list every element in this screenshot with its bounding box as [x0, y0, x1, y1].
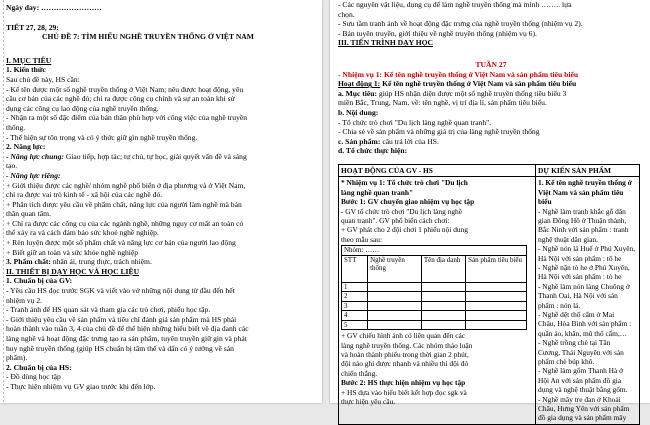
- specific-competence-text: [6, 181, 316, 258]
- task-line: - Nhiệm vụ 1: Kể tên nghề truyền thống ở Việt Nam và sản phẩm tiêu biểu: [338, 69, 579, 79]
- week-title: TUẦN 27: [475, 59, 507, 69]
- text-line: cầu cơ bản của các nghề đó; chỉ ra được công cụ chính và sự an toàn khi sử: [6, 94, 235, 104]
- text-line: - Tranh ảnh để HS quan sát và tham gia các trò chơi, phiếu học tập.: [6, 305, 211, 315]
- subsection-competence: 2. Năng lực:: [6, 142, 46, 152]
- text-line: phẩm : nón lá.: [538, 300, 581, 310]
- content-text: [338, 118, 644, 137]
- student-prep-text: [6, 372, 316, 391]
- organization-label: d. Tổ chức thực hiện:: [338, 146, 408, 156]
- goal-line: a. Mục tiêu: giúp HS nhận diện được một số nghề truyền thống tiêu biểu 3: [338, 88, 567, 98]
- text-line: chiến thắng.: [341, 368, 378, 378]
- worksheet-empty-cell: [421, 311, 465, 321]
- worksheet-empty-cell: [466, 320, 527, 330]
- text-line: huy nghề truyền thống (giúp HS chuẩn bị tâm thế và dấn có ý tưởng về sản: [6, 343, 234, 353]
- text-line: + GV phát cho 2 đội chơi 1 phiếu nội dung: [341, 225, 468, 235]
- text-line: - GV tổ chức trò chơi "Du lịch làng nghề: [341, 206, 463, 216]
- text-line: 1. Kể tên nghề truyền thống ở: [538, 178, 632, 188]
- section-process: III. TIẾN TRÌNH DẠY HỌC: [338, 38, 434, 48]
- materials-text: [338, 0, 644, 38]
- text-line: Thanh Oai, Hà Nội với sản: [538, 291, 618, 301]
- worksheet-empty-cell: [466, 292, 527, 302]
- worksheet-row: [342, 292, 527, 302]
- general-competence-wrap: tạo.: [6, 161, 18, 171]
- worksheet-header-cell: Nghề truyền thống: [368, 255, 422, 282]
- worksheet-header-cell: STT: [342, 255, 368, 282]
- text-line: - Chia sẻ về sản phẩm và những giá trị của làng nghề truyền thống: [338, 127, 540, 137]
- activity-line: Hoạt động 1: Kể tên nghề truyền thống ở Việt Nam và sản phẩm tiêu biểu: [338, 79, 577, 89]
- table-header-right: DỰ KIẾN SẢN PHẨM: [536, 164, 640, 176]
- text-line: - Các nguyên vật liệu, dụng cụ để làm nghề truyền thống mà mình …….. lựa: [338, 0, 572, 9]
- text-line: Châu, Hòa Bình với sản phẩm :: [538, 319, 632, 329]
- worksheet-team: Nhóm: ……: [342, 246, 527, 256]
- worksheet-empty-cell: [368, 301, 422, 311]
- text-line: - Đồ dùng học tập: [6, 372, 61, 382]
- qualities: 3. Phẩm chất: nhân ái, trung thực, trách nhiệm.: [6, 257, 152, 267]
- text-line: - Nghề mây tre đan ở Khoái: [538, 394, 621, 404]
- text-line: + HS dựa vào hiểu biết kết hợp đọc sgk và: [341, 387, 467, 397]
- text-line: theo mẫu sau:: [341, 234, 383, 244]
- text-line: Hà Nội với sản phẩm : tô he: [538, 253, 622, 263]
- text-line: - Nghề làm gốm Thanh Hà ở: [538, 366, 624, 376]
- text-line: nghệ thuật dân gian.: [538, 234, 598, 244]
- worksheet-row: [342, 282, 527, 292]
- worksheet-empty-cell: [421, 292, 465, 302]
- worksheet-empty-cell: [368, 282, 422, 292]
- text-line: Bắc Ninh với sản phẩm : tranh: [538, 225, 629, 235]
- text-line: - Nghề trồng chè tại Tân: [538, 338, 611, 348]
- text-line: + GV chiếu hình ảnh có liên quan đến các: [341, 331, 466, 341]
- subsection-knowledge: 1. Kiến thức: [6, 65, 46, 75]
- text-line: - Nghề làm nón làng Chuông ở: [538, 281, 630, 291]
- text-line: Hà Nội với sản phẩm : tò he: [538, 272, 622, 282]
- text-line: quần áo, khăn, mũ thổ cẩm,…: [538, 328, 628, 338]
- text-line: - Nghề dệt thổ cẩm ở Mai: [538, 310, 615, 319]
- task-instructions: [341, 331, 533, 406]
- text-line: - Sưu tầm tranh ảnh về hoạt động đặc trưng của nghề truyền thống (nhiệm vụ 2).: [338, 19, 583, 29]
- worksheet-empty-cell: [421, 320, 465, 330]
- expected-product-text: [538, 178, 637, 423]
- date-line: Ngày day: ……………………: [6, 3, 102, 12]
- worksheet-header-cell: Sản phẩm tiêu biểu: [466, 255, 527, 282]
- text-line: đội nào ghi được nhanh và nhiều thì đội đó: [341, 359, 469, 369]
- text-line: và hoàn thành phiếu trong thời gian 2 phút,: [341, 349, 469, 359]
- worksheet-row-number: 2: [342, 292, 368, 302]
- task-description: [341, 178, 533, 244]
- topic-title: CHỦ ĐỀ 7: TÌM HIỂU NGHỀ TRUYỀN THỐNG Ở VIỆT NAM: [42, 32, 254, 42]
- text-line: Bước 1: GV chuyển giao nhiệm vụ học tập: [341, 197, 475, 207]
- worksheet-empty-cell: [466, 311, 527, 321]
- text-line: phẩm).: [6, 353, 28, 363]
- text-line: nhiệm vụ 2.: [6, 295, 43, 305]
- worksheet-empty-cell: [466, 282, 527, 292]
- text-line: hoàn thành vào tuần 3, 4 của chủ đề để thể hiện những hiểu biết về địa danh các: [6, 324, 249, 334]
- worksheet-body: [342, 282, 527, 330]
- text-line: + Phân tích được yêu cầu về phẩm chất, năng lực của người làm nghề mà bản: [6, 199, 242, 209]
- document-page-left: [0, 0, 322, 403]
- text-line: đồ gia dụng và sản phẩm mây: [538, 413, 627, 423]
- product-line: c. Sản phẩm: câu trả lời của HS.: [338, 136, 439, 146]
- text-line: quan tranh". GV phổ biến cách chơi:: [341, 215, 450, 225]
- teacher-prep-text: [6, 286, 316, 363]
- text-line: - Giới thiệu yêu cầu về sản phẩm và tiêu chí đánh giá sản phẩm mà HS phải: [6, 314, 237, 324]
- table-header-left: HOẠT ĐỘNG CỦA GV - HS: [339, 164, 536, 176]
- content-label: b. Nội dung:: [338, 107, 379, 117]
- worksheet-row-number: 4: [342, 311, 368, 321]
- text-line: dụng các công cụ lao động của nghề truyền thống.: [6, 103, 159, 113]
- worksheet-row: [342, 320, 527, 330]
- text-line: - Nghề nặn tò he ở Phú Xuyên,: [538, 262, 630, 272]
- text-line: - Bản tuyên truyền, giới thiệu về nghề truyền thống (nhiệm vụ 6).: [338, 28, 537, 38]
- section-objectives: I. MỤC TIÊU: [6, 55, 52, 65]
- text-line: làng nghề quan tranh": [341, 187, 414, 197]
- text-line: thực hiện yêu cầu.: [341, 397, 396, 406]
- teacher-student-column: [339, 177, 536, 425]
- text-line: dụng và nghệ thuật bằng gốm.: [538, 385, 628, 395]
- worksheet-row-number: 1: [342, 282, 368, 292]
- worksheet-empty-cell: [421, 282, 465, 292]
- text-line: làng nghề truyền thống. Các nhóm thảo luận: [341, 340, 473, 350]
- text-line: - Kể tên được một số nghề truyền thống ở Việt Nam; nêu được hoạt động, yêu: [6, 84, 244, 94]
- text-line: + Chỉ ra được các công cụ của các ngành nghề, những nguy cơ mất an toàn có: [6, 218, 244, 228]
- activity-table: [338, 164, 640, 425]
- specific-competence-label: - Năng lực riêng:: [6, 170, 61, 180]
- worksheet-empty-cell: [421, 301, 465, 311]
- worksheet-empty-cell: [368, 311, 422, 321]
- worksheet-row-number: 3: [342, 301, 368, 311]
- text-line: biểu: [538, 197, 552, 207]
- worksheet-row-number: 5: [342, 320, 368, 330]
- worksheet-empty-cell: [368, 292, 422, 302]
- worksheet-empty-cell: [466, 301, 527, 311]
- text-line: thân quan tâm.: [6, 209, 51, 219]
- text-line: + Biết giữ an toàn và sức khỏe nghề nghiệp: [6, 247, 139, 257]
- text-line: - Nghề nón lá Huế ở Phú Xuyên,: [538, 244, 636, 254]
- worksheet-row: [342, 311, 527, 321]
- goal-wrap: miền Bắc, Trung, Nam, về: tên nghề, vị trí địa lí, sản phẩm tiêu biểu.: [338, 98, 547, 108]
- text-line: - Tổ chức trò chơi "Du lịch làng nghề quan tranh".: [338, 117, 492, 127]
- subsection-student-prep: 2. Chuẩn bị của HS:: [6, 362, 72, 372]
- text-line: Bước 2: HS thực hiện nhiệm vụ học tập: [341, 378, 466, 388]
- text-line: làng nghề và hoạt động đặc trưng tạo ra sản phẩm, tuyên truyền giữ gìn và phát: [6, 334, 247, 343]
- page-margin-guide: [3, 0, 4, 403]
- section-equipment: II. THIẾT BỊ DẠY HỌC VÀ HỌC LIỆU: [6, 266, 140, 276]
- knowledge-text: [6, 75, 316, 142]
- text-line: Châu, Hưng Yên với sản phẩm: [538, 404, 630, 414]
- text-line: Sau chủ đề này, HS cần:: [6, 74, 80, 84]
- text-line: phẩm chè búp khô.: [538, 357, 595, 367]
- worksheet-empty-cell: [368, 320, 422, 330]
- text-line: - Nhận ra một số đặc điểm của bản thân phù hợp với công việc của nghề truyền: [6, 113, 248, 123]
- text-line: thể xảy ra và cách đảm bảo sức khoẻ nghề nghiệp.: [6, 228, 159, 238]
- text-line: Hội An với sản phẩm đồ gia: [538, 375, 622, 385]
- expected-product-column: [536, 177, 640, 425]
- lesson-number: TIẾT 27, 28, 29:: [6, 22, 59, 32]
- text-line: + Rèn luyện được một số phẩm chất và năng lực cơ bản của người lao động: [6, 238, 236, 248]
- worksheet-table: [341, 245, 527, 330]
- text-line: chỉ ra được vai trò kinh tế - xã hội của các nghề đó.: [6, 190, 163, 200]
- text-line: - Yêu cầu HS đọc trước SGK và viết vào vở những nội dung từ đầu đến hết: [6, 286, 235, 296]
- text-line: Cương, Thái Nguyên với sản: [538, 347, 624, 357]
- text-line: Việt Nam và sản phẩm tiêu: [538, 187, 624, 197]
- worksheet-header-cell: Tên địa danh: [421, 255, 465, 282]
- worksheet-row: [342, 301, 527, 311]
- text-line: - Nghề làm tranh khắc gỗ dân: [538, 206, 626, 216]
- text-line: - Thực hiện nhiệm vụ GV giao trước khi đến lớp.: [6, 381, 156, 391]
- text-line: - Thể hiện sự tôn trọng và có ý thức giữ gìn nghề truyền thống.: [6, 132, 198, 142]
- worksheet-header-row: [342, 255, 527, 282]
- subsection-teacher-prep: 1. Chuẩn bị của GV:: [6, 276, 73, 286]
- general-competence: - Năng lực chung: Giao tiếp, hợp tác; tự chủ, tự học, giải quyết vấn đề và sáng: [6, 151, 247, 161]
- text-line: gian Đông Hồ ở Thuận thành,: [538, 215, 627, 225]
- text-line: + Giới thiệu được các nghề/ nhóm nghề phổ biến ở địa phương và ở Việt Nam,: [6, 180, 246, 190]
- document-page-right: [330, 0, 650, 423]
- text-line: chọn.: [338, 9, 355, 19]
- text-line: thống.: [6, 122, 26, 132]
- text-line: * Nhiệm vụ 1: Tổ chức trò chơi "Du lịch: [341, 178, 468, 188]
